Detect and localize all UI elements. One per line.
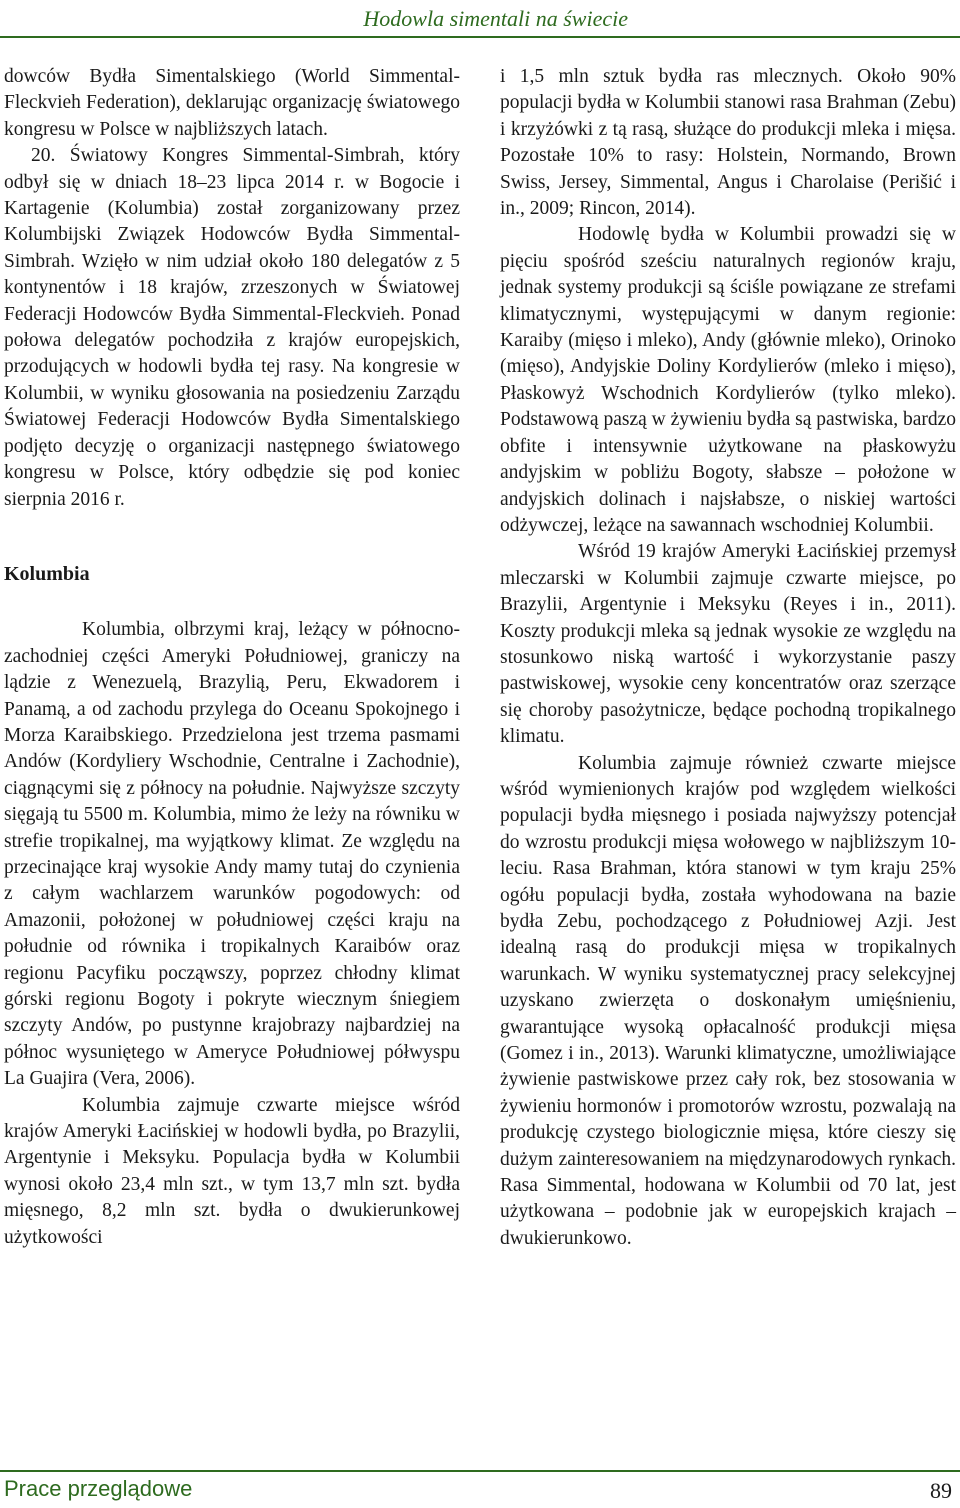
paragraph: 20. Światowy Kongres Simmental-Simbrah, który odbył się w dniach 18–23 lipca 2014 r. w Bogocie i Kartagenie (Kolumbia) został zorganizowany przez Kolumbijski Związek Hodowców Bydła Simmental-Simbrah. Wzięło w nim udział około 180 delegatów z 5 kontynentów i 18 krajów, zrzeszonych w Światowej Federacji Hodowców Bydła Simmental-Fleckvieh. Ponad połowa delegatów pochodziła z krajów europejskich, przodujących w hodowli bydła tej rasy. Na kongresie w Kolumbii, w wyniku głosowania na posiedzeniu Zarządu Światowej Federacji Hodowców Bydła Simentalskiego podjęto decyzję o organizacji następnego światowego kongresu w Polsce, który odbędzie się pod koniec sierpnia 2016 r. <box>4 145 460 510</box>
paragraph: Kolumbia zajmuje również czwarte miejsce wśród wymienionych krajów pod względem wielkości populacji bydła mięsnego i posiada najwyższy potencjał do wzrostu produkcji mięsa wołowego w najbliższym 10-leciu. Rasa Brahman, która stanowi w tym kraju 25% ogółu populacji bydła, została wyhodowana na bazie bydła Zebu, pochodzącego z Południowej Azji. Jest idealną rasą do produkcji mięsa w tropikalnych warunkach. W wyniku systematycznej pracy selekcyjnej uzyskano zwierzęta o doskonałym umięśnieniu, gwarantujące wysoką opłacalność produkcji mięsa (Gomez i in., 2013). Warunki klimatyczne, umożliwiające żywienie pastwiskowe przez cały rok, bez stosowania w żywieniu hormonów i promotorów wzrostu, pozwalają na produkcję czystego biologicznie mięsa, które cieszy się dużym zainteresowaniem na międzynarodowych rynkach. Rasa Simmental, hodowana w Kolumbii od 70 lat, jest użytkowana – podobnie jak w europejskich krajach – dwukierunkowo. <box>500 752 956 1249</box>
header-rule <box>0 36 960 38</box>
right-column <box>500 64 956 1252</box>
paragraph: Kolumbia, olbrzymi kraj, leżący w północno-zachodniej części Ameryki Południowej, graniczy na lądzie z Wenezuelą, Brazylią, Peru, Ekwadorem i Panamą, a od zachodu przylega do Oceanu Spokojnego i Morza Karaibskiego. Przedzielona jest trzema pasmami Andów (Kordyliery Wschodnie, Centralne i Zachodnie), ciągnącymi się z północy na południe. Najwyższe szczyty sięgają tu 5500 m. Kolumbia, mimo że leży na równiku w strefie tropikalnej, ma wyjątkowy klimat. Ze względu na przecinające kraj wysokie Andy mamy tutaj do czynienia z całym wachlarzem warunków pogodowych: od Amazonii, położonej w południowej części kraju na południe od równika i tropikalnych Karaibów oraz regionu Pacyfiku począwszy, poprzez chłodny klimat górski regionu Bogoty i pokryte wiecznym śniegiem szczyty Andów, po pustynne krajobrazy najbardziej na północ wysuniętego w Ameryce Południowej półwyspu La Guajira (Vera, 2006). <box>4 619 460 1090</box>
footer-rule <box>0 1470 960 1472</box>
paragraph: i 1,5 mln sztuk bydła ras mlecznych. Około 90% populacji bydła w Kolumbii stanowi rasa Brahman (Zebu) i krzyżówki z tą rasą, służące do produkcji mleka i mięsa. Pozostałe 10% to rasy: Holstein, Normando, Brown Swiss, Jersey, Simmental, Angus i Charolaise (Perišić i in., 2009; Rincon, 2014). <box>500 66 956 220</box>
page-number: 89 <box>930 1478 952 1503</box>
paragraph: Wśród 19 krajów Ameryki Łacińskiej przemysł mleczarski w Kolumbii zajmuje czwarte miejsce, po Brazylii, Argentynie i Meksyku (Reyes i in., 2011). Koszty produkcji mleka są jednak wysokie ze względu na stosunkowo niską wartość i wykorzystanie paszy pastwiskowej, wysokie ceny koncentratów oraz szerzące się choroby pasożytnicze, będące pochodną tropikalnego klimatu. <box>500 541 956 748</box>
footer-section-label: Prace przeglądowe <box>4 1476 193 1501</box>
paragraph: dowców Bydła Simentalskiego (World Simmental-Fleckvieh Federation), deklarując organizację światowego kongresu w Polsce w najbliższych latach. <box>4 66 460 140</box>
section-title: Kolumbia <box>4 562 90 585</box>
running-header: Hodowla simentali na świecie <box>363 6 628 31</box>
left-column <box>4 64 460 1251</box>
paragraph: Hodowlę bydła w Kolumbii prowadzi się w pięciu spośród sześciu naturalnych regionów kraju, jednak systemy produkcji są ściśle powiązane ze strefami klimatycznymi, występującymi w danym regionie: Karaiby (mięso i mleko), Andy (głównie mleko), Orinoko (mięso), Andyjskie Doliny Kordylierów (mleko i mięso), Płaskowyż Wschodnich Kordylierów (tylko mleko). Podstawową paszą w żywieniu bydła są pastwiska, bardzo obfite i intensywnie użytkowane na płaskowyżu andyjskim w pobliżu Bogoty, słabsze – położone w andyjskich dolinach i najsłabsze, o niskiej wartości odżywczej, leżące na sawannach wschodniej Kolumbii. <box>500 224 956 536</box>
paragraph: Kolumbia zajmuje czwarte miejsce wśród krajów Ameryki Łacińskiej w hodowli bydła, po Brazylii, Argentynie i Meksyku. Populacja bydła w Kolumbii wynosi około 23,4 mln szt., w tym 13,7 mln szt. bydła mięsnego, 8,2 mln szt. bydła o dwukierunkowej użytkowości <box>4 1094 460 1248</box>
